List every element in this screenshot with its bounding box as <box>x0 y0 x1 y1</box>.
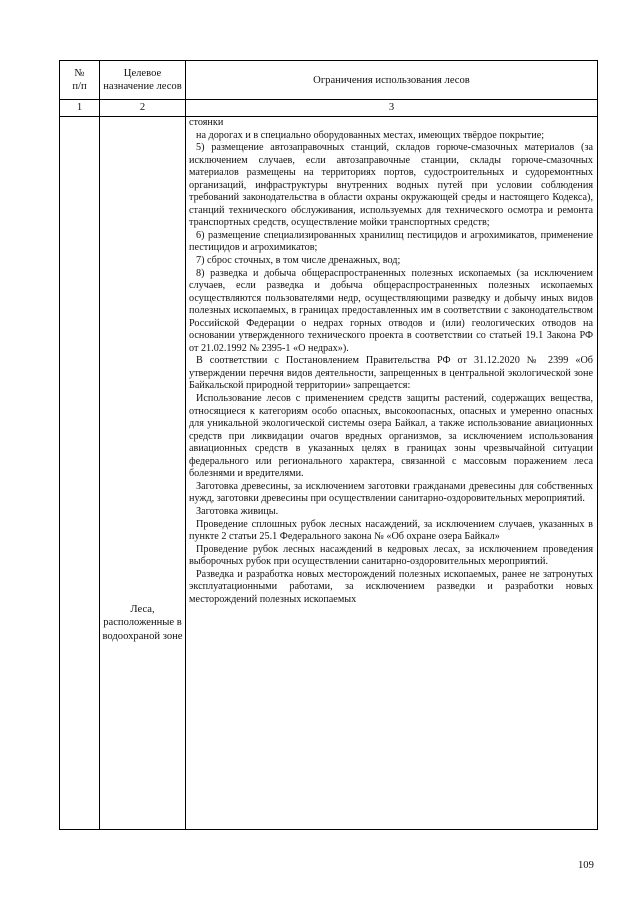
paragraph: Использование лесов с применением средств защиты растений, содержащих вещества, относящиеся к категориям особо опасных, высокоопасных, опасных и умеренно опасных для уникальной экологической системы озера Байкал, а также использование авиационных средств при ликвидации очагов вредных организмов, за исключением использования авиационных средств в указанных целях в границах зоны чрезвычайной ситуации федерального или регионального характера, связанной с массовым поражением леса болезнями и вредителями. <box>189 393 593 480</box>
column-number: 3 <box>186 100 598 117</box>
table-header-row <box>60 61 598 100</box>
paragraph: Проведение сплошных рубок лесных насаждений, за исключением случаев, указанных в пункте 2 статьи 25.1 Федерального закона № «Об охране озера Байкал» <box>189 518 593 543</box>
paragraph: 8) разведка и добыча общераспространенных полезных ископаемых (за исключением случаев, если разведка и добыча общераспространенных полезных ископаемых осуществляются пользователями недр, осуществляющими разведку и добычу иных видов полезных ископаемых, в границах предоставленных им в соответствии с законодательством Российской Федерации о недрах горных отводов и (или) геологических отводов на основании утвержденного технического проекта в соответствии со статьей 19.1 Закона РФ от 21.02.1992 № 2395-1 «О недрах»). <box>189 267 593 354</box>
table-row <box>60 117 598 830</box>
paragraph: 7) сброс сточных, в том числе дренажных, вод; <box>196 255 401 267</box>
paragraph: Разведка и разработка новых месторождений полезных ископаемых, ранее не затронутых эксплуатационными работами, за исключением разведки и разработки новых месторождений полезных ископаемых <box>189 568 593 605</box>
column-number-row <box>60 100 598 117</box>
page-number: 109 <box>578 860 594 871</box>
restrictions-text <box>186 117 597 829</box>
header-number: № п/п <box>60 61 100 100</box>
paragraph: Проведение рубок лесных насаждений в кедровых лесах, за исключением проведения выборочных рубок при осуществлении санитарно-оздоровительных мероприятий. <box>189 543 593 568</box>
paragraph: Заготовка живицы. <box>196 505 279 517</box>
header-restrictions: Ограничения использования лесов <box>186 61 598 100</box>
paragraph: на дорогах и в специально оборудованных местах, имеющих твёрдое покрытие; <box>196 129 545 141</box>
restrictions-cell <box>186 117 598 830</box>
column-number: 1 <box>60 100 100 117</box>
paragraph: 6) размещение специализированных хранилищ пестицидов и агрохимикатов, применение пестицидов и агрохимикатов; <box>189 229 593 254</box>
paragraph: стоянки <box>189 117 224 128</box>
row-number-cell <box>60 117 100 830</box>
restrictions-table <box>59 60 598 830</box>
header-purpose: Целевое назначение лесов <box>100 61 186 100</box>
paragraph: Заготовка древесины, за исключением заготовки гражданами древесины для собственных нужд, заготовки древесины при осуществлении санитарно-оздоровительных мероприятий. <box>189 480 593 505</box>
purpose-text: Леса, расположенные в водоохраной зоне <box>102 604 183 642</box>
paragraph: В соответствии с Постановлением Правительства РФ от 31.12.2020 № 2399 «Об утверждении перечня видов деятельности, запрещенных в центральной экологической зоне Байкальской природной территории» запрещается: <box>189 355 593 392</box>
paragraph: 5) размещение автозаправочных станций, складов горюче-смазочных материалов (за исключением случаев, если автозаправочные станции, склады горюче-смазочных материалов размещены на территориях портов, судостроительных и судоремонтных организаций, инфраструктуры внутренних водных путей при условии соблюдения требований законодательства в области охраны окружающей среды и настоящего Кодекса), станций технического обслуживания, используемых для технического осмотра и ремонта транспортных средств, осуществление мойки транспортных средств; <box>189 142 593 229</box>
purpose-cell <box>100 117 186 830</box>
column-number: 2 <box>100 100 186 117</box>
